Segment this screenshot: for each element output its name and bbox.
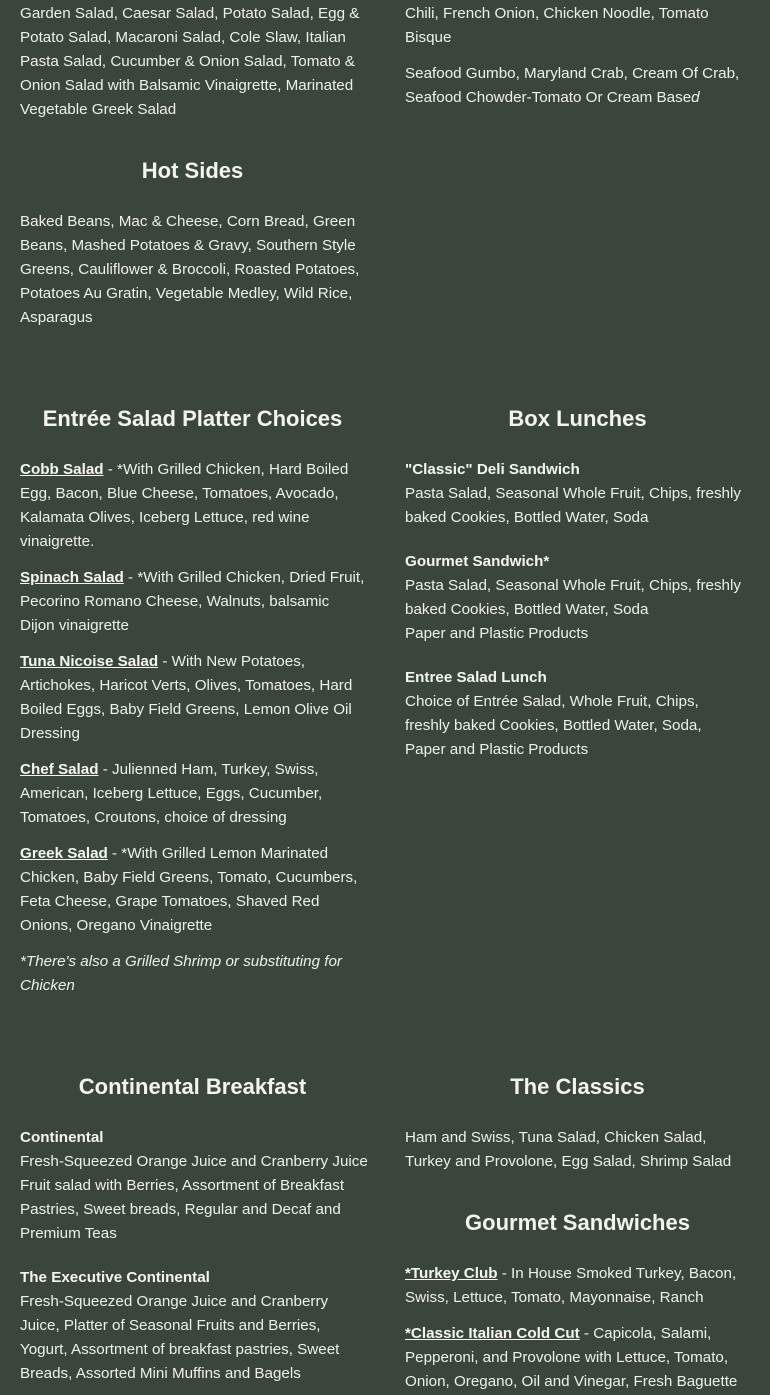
soups-line-2-main: Seafood Gumbo, Maryland Crab, Cream Of Crab, Seafood Chowder-Tomato Or Cream Base <box>405 65 740 106</box>
entree-salad-item <box>20 842 368 938</box>
hot-sides-text: Baked Beans, Mac & Cheese, Corn Bread, Green Beans, Mashed Potatoes & Gravy, Southern Style Greens, Cauliflower & Broccoli, Roasted Potatoes, Potatoes Au Gratin, Vegetable Medley, Wild Rice, Asparagus <box>20 213 360 326</box>
entree-salad-name-link[interactable]: Tuna Nicoise Salad <box>20 653 159 670</box>
the-classics-heading: The Classics <box>510 1074 645 1099</box>
gourmet-sandwich-item <box>405 1262 750 1310</box>
entree-salad-name-link[interactable]: Greek Salad <box>20 845 108 862</box>
breakfast-desc: Fresh-Squeezed Orange Juice and Cranberry Juice <box>20 1153 368 1170</box>
soups-line-2-italic: d <box>691 89 700 106</box>
entree-salad-item <box>20 650 368 746</box>
box-lunch-desc: Pasta Salad, Seasonal Whole Fruit, Chips, freshly baked Cookies, Bottled Water, Soda <box>405 485 741 526</box>
the-classics-text: Ham and Swiss, Tuna Salad, Chicken Salad, Turkey and Provolone, Egg Salad, Shrimp Salad <box>405 1129 732 1170</box>
entree-salad-item <box>20 758 368 830</box>
box-lunch-title: "Classic" Deli Sandwich <box>405 461 580 478</box>
entree-salads-heading: Entrée Salad Platter Choices <box>42 406 343 431</box>
hot-sides-section <box>20 210 368 330</box>
entree-salad-name-link[interactable]: Cobb Salad <box>20 461 104 478</box>
gourmet-sandwich-desc: - In House Smoked Turkey, Bacon, Swiss, Lettuce, Tomato, Mayonnaise, Ranch <box>405 1265 737 1306</box>
breakfast-title: Continental <box>20 1129 104 1146</box>
entree-salad-desc: - *With Grilled Chicken, Dried Fruit, Pecorino Romano Cheese, Walnuts, balsamic Dijon vinaigrette <box>20 569 365 634</box>
breakfast-desc: Fresh-Squeezed Orange Juice and Cranberry Juice, Platter of Seasonal Fruits and Berries, Yogurt, Assortment of breakfast pastries, Sweet Breads, Assorted Mini Muffins and Bagels <box>20 1293 340 1382</box>
breakfast-title: The Executive Continental <box>20 1269 210 1286</box>
continental-breakfast-list <box>20 1126 368 1386</box>
gourmet-sandwich-desc: - Capicola, Salami, Pepperoni, and Provolone with Lettuce, Tomato, Onion, Oregano, Oil and Vinegar, Fresh Baguette <box>405 1325 738 1390</box>
gourmet-sandwich-name-link[interactable]: *Turkey Club <box>405 1265 498 1282</box>
entree-salad-name-link[interactable]: Spinach Salad <box>20 569 124 586</box>
entree-salad-desc: - *With Grilled Lemon Marinated Chicken, Baby Field Greens, Tomato, Cucumbers, Feta Cheese, Grape Tomatoes, Shaved Red Onions, Oregano Vinaigrette <box>20 845 358 934</box>
breakfast-item <box>20 1126 368 1246</box>
breakfast-item <box>20 1266 368 1386</box>
entree-salads-note: *There's also a Grilled Shrimp or substituting for Chicken <box>20 953 342 994</box>
entree-salad-desc: - *With Grilled Chicken, Hard Boiled Egg, Bacon, Blue Cheese, Tomatoes, Avocado, Kalamata Olives, Iceberg Lettuce, red wine vinaigrette. <box>20 461 349 550</box>
box-lunch-desc: Pasta Salad, Seasonal Whole Fruit, Chips, freshly baked Cookies, Bottled Water, Soda <box>405 577 741 618</box>
gourmet-sandwich-name-link[interactable]: *Classic Italian Cold Cut <box>405 1325 580 1342</box>
box-lunch-desc: Paper and Plastic Products <box>405 625 589 642</box>
box-lunch-desc: Choice of Entrée Salad, Whole Fruit, Chips, freshly baked Cookies, Bottled Water, Soda, Paper and Plastic Products <box>405 693 702 758</box>
entree-salad-desc: - With New Potatoes, Artichokes, Haricot Verts, Olives, Tomatoes, Hard Boiled Eggs, Baby Field Greens, Lemon Olive Oil Dressing <box>20 653 353 742</box>
box-lunch-item <box>405 666 750 762</box>
gourmet-sandwiches-list <box>405 1262 750 1394</box>
breakfast-desc: Fruit salad with Berries, Assortment of Breakfast Pastries, Sweet breads, Regular and Decaf and Premium Teas <box>20 1177 345 1242</box>
entree-salad-name-link[interactable]: Chef Salad <box>20 761 99 778</box>
box-lunches-heading: Box Lunches <box>508 406 647 431</box>
box-lunches-list <box>405 458 750 762</box>
box-lunch-title: Gourmet Sandwich* <box>405 553 550 570</box>
soups-section <box>405 2 750 110</box>
gourmet-sandwiches-heading: Gourmet Sandwiches <box>465 1210 690 1235</box>
gourmet-sandwich-item <box>405 1322 750 1394</box>
hot-sides-heading: Hot Sides <box>141 158 244 183</box>
entree-salad-item <box>20 458 368 554</box>
box-lunch-item <box>405 458 750 530</box>
box-lunch-title: Entree Salad Lunch <box>405 669 547 686</box>
soups-line-2 <box>405 62 750 110</box>
continental-breakfast-heading: Continental Breakfast <box>78 1074 307 1099</box>
cold-sides-section <box>20 2 368 122</box>
soups-line-1: Chili, French Onion, Chicken Noodle, Tomato Bisque <box>405 5 709 46</box>
entree-salads-list <box>20 458 368 998</box>
entree-salad-item <box>20 566 368 638</box>
the-classics-section <box>405 1126 750 1174</box>
entree-salad-desc: - Julienned Ham, Turkey, Swiss, American, Iceberg Lettuce, Eggs, Cucumber, Tomatoes, Croutons, choice of dressing <box>20 761 323 826</box>
box-lunch-item <box>405 550 750 646</box>
cold-sides-text: Garden Salad, Caesar Salad, Potato Salad, Egg & Potato Salad, Macaroni Salad, Cole Slaw, Italian Pasta Salad, Cucumber & Onion Salad, Tomato & Onion Salad with Balsamic Vinaigrette, Marinated Vegetable Greek Salad <box>20 5 360 118</box>
